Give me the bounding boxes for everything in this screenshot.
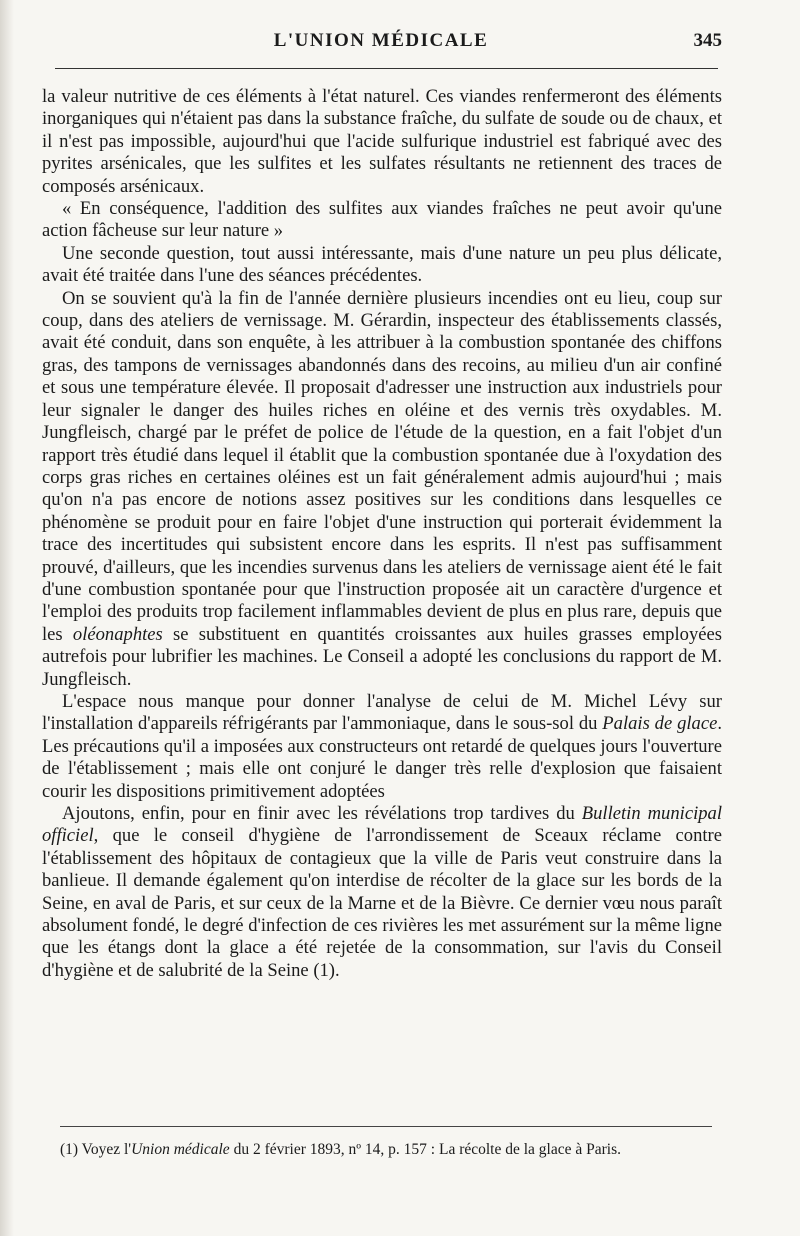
paragraph-text: Une seconde question, tout aussi intéressante, mais d'une nature un peu plus délicate, avait été traitée dans l'une des séances précédentes.: [42, 242, 722, 287]
paragraph-text: se substituent en quantités croissantes aux huiles grasses employées autrefois pour lubrifier les machines. Le Conseil a adopté les conclusions du rapport de M. Jungfleisch.: [42, 623, 722, 690]
paragraph-6: [42, 803, 722, 982]
paragraph-text: , que le conseil d'hygiène de l'arrondissement de Sceaux réclame contre l'établissement des hôpitaux de contagieux que la ville de Paris veut construire dans la banlieue. Il demande également qu'on interdise de récolter de la glace sur les bords de la Seine, en aval de Paris, et sur ceux de la Marne et de la Bièvre. Ce dernier vœu nous paraît absolument fondé, le degré d'infection de ces rivières les met assurément sur la même ligne que les étangs dont la glace a été rejetée de la consommation, sur l'avis du Conseil d'hygiène et de salubrité de la Seine (1).: [42, 825, 722, 981]
footnote: [60, 1140, 720, 1159]
paragraph-text: . Les précautions qu'il a imposées aux constructeurs ont retardé de quelques jours l'ouverture de l'établissement ; mais elle ont conjuré le danger très relle d'explosion que faisaient courir les dispositions primitivement adoptées: [42, 713, 722, 802]
paragraph-text: L'espace nous manque pour donner l'analyse de celui de M. Michel Lévy sur l'installation d'appareils réfrigérants par l'ammoniaque, dans le sous-sol du: [42, 690, 722, 735]
paragraph-text: On se souvient qu'à la fin de l'année dernière plusieurs incendies ont eu lieu, coup sur coup, dans des ateliers de vernissage. M. Gérardin, inspecteur des établissements classés, avait été conduit, dans son enquête, à les attribuer à la combustion spontanée des chiffons gras, des tampons de vernissages abandonnés dans des recoins, au milieu d'un air confiné et sous une température élevée. Il proposait d'adresser une instruction aux industriels pour leur signaler le danger des huiles riches en oléine et des vernis très oxydables. M. Jungfleisch, chargé par le préfet de police de l'étude de la question, en a fait l'objet d'un rapport très étudié dans lequel il établit que la combustion spontanée due à l'oxydation des corps gras riches en certaines oléines est un fait généralement admis aujourd'hui ; mais qu'on n'a pas encore de notions assez positives sur les conditions dans lesquelles ce phénomène se produit pour en faire l'objet d'une instruction qui porterait évidemment la trace des incertitudes qui subsistent encore dans les esprits. Il n'est pas suffisamment prouvé, d'ailleurs, que les incendies survenus dans les ateliers de vernissage aient été le fait d'une combustion spontanée pour que l'instruction proposée ait un caractère d'urgence et l'emploi des produits trop facilement inflammables devient de plus en plus rare, depuis que les: [42, 287, 722, 645]
footnote-text: (1) Voyez l': [60, 1141, 132, 1158]
paragraph-text: « En conséquence, l'addition des sulfites aux viandes fraîches ne peut avoir qu'une action fâcheuse sur leur nature »: [42, 198, 722, 242]
paragraph-2: [42, 198, 722, 243]
footnote-text: du 2 février 1893, nº 14, p. 157 : La récolte de la glace à Paris.: [229, 1141, 622, 1158]
body-text: [42, 86, 722, 982]
page-header: [40, 30, 722, 60]
paragraph-5: [42, 691, 722, 803]
paragraph-4: [42, 288, 722, 691]
running-title: L'UNION MÉDICALE: [273, 30, 489, 51]
paragraph-3: [42, 243, 722, 288]
header-rule: [55, 68, 718, 69]
italic-term: Bulletin municipal officiel: [42, 803, 722, 847]
page-number: 345: [693, 30, 722, 51]
paragraph-text: Ajoutons, enfin, pour en finir avec les révélations trop tardives du: [62, 803, 582, 824]
paragraph-text: la valeur nutritive de ces éléments à l'état naturel. Ces viandes renfermeront des éléments inorganiques qui n'étaient pas dans la substance fraîche, du sulfate de soude ou de chaux, et il n'est pas impossible, aujourd'hui que l'acide sulfurique industriel est fabriqué avec des pyrites arsénicales, que les sulfites et les sulfates résultants ne retiennent des traces de composés arsénicaux.: [42, 86, 722, 197]
italic-term: Palais de glace: [602, 713, 718, 735]
footnote-rule: [60, 1126, 712, 1127]
paragraph-1: [42, 86, 722, 198]
footnote-italic: Union médicale: [131, 1141, 230, 1158]
italic-term: oléonaphtes: [72, 623, 163, 645]
